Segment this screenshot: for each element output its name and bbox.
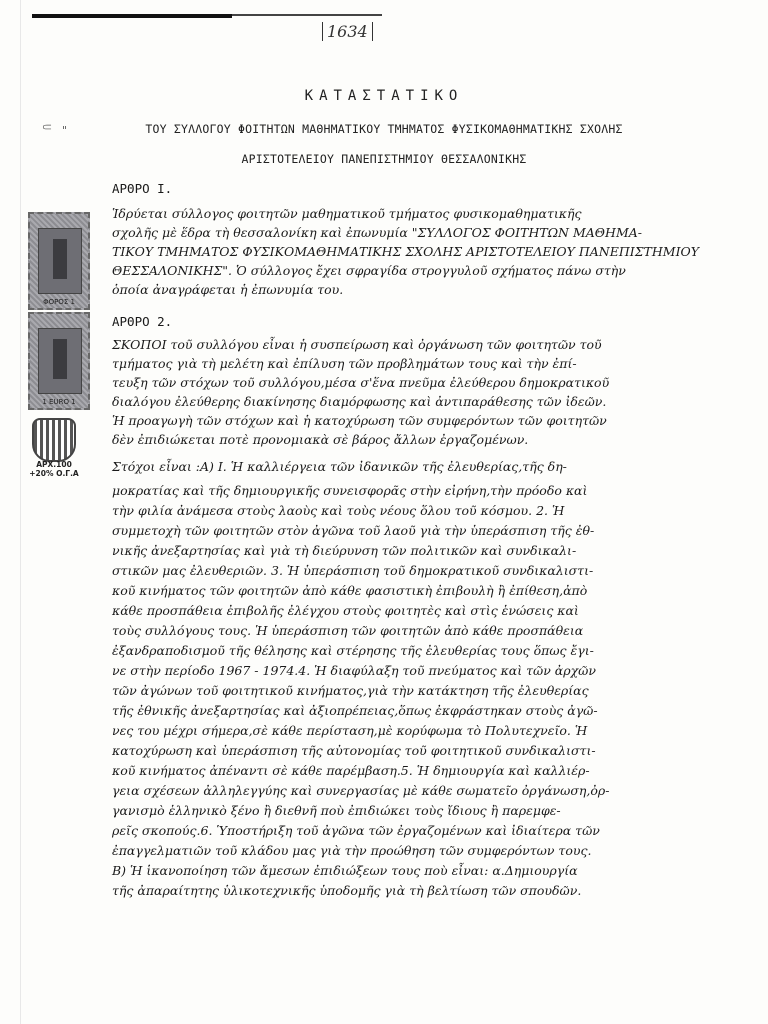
coat-label-line-2: +20% Ο.Γ.Α bbox=[29, 469, 79, 478]
document-line: ἐξανδραποδισμοῦ τῆς θέλησης καὶ στέρησης τῆς ἐλευθερίας τους ὅπως ἔγι- bbox=[112, 643, 594, 658]
stamp-emblem-icon bbox=[38, 228, 82, 294]
document-line: κατοχύρωση καὶ ὑπεράσπιση τῆς αὐτονομίας τοῦ φοιτητικοῦ συνδικαλιστι- bbox=[112, 743, 596, 758]
stamp-top-label: ΦΟΡΟΣ 1 bbox=[43, 298, 75, 306]
document-line: κοῦ κινήματος ἀπέναντι σὲ κάθε παρέμβαση.5. Ἡ δημιουργία καὶ καλλιέρ- bbox=[112, 763, 590, 778]
revenue-stamps bbox=[28, 212, 90, 412]
coat-label-line-1: ΑΡΧ.100 bbox=[36, 460, 72, 469]
stamp-emblem-icon bbox=[38, 328, 82, 394]
top-rule-mark bbox=[32, 14, 232, 18]
document-line: σχολῆς μὲ ἕδρα τὴ θεσσαλονίκη καὶ ἐπωνυμία "ΣΥΛΛΟΓΟΣ ΦΟΙΤΗΤΩΝ ΜΑΘΗΜΑ- bbox=[112, 225, 642, 240]
margin-scribble-mark: ⸦ bbox=[40, 120, 54, 136]
document-line: νικῆς ἀνεξαρτησίας καὶ γιὰ τὴ διεύρυνση τῶν πολιτικῶν καὶ συνδικαλι- bbox=[112, 543, 577, 558]
document-line: δὲν ἐπιδιώκεται ποτὲ προνομιακὰ σὲ βάρος ἄλλων ἐργαζομένων. bbox=[112, 432, 529, 447]
document-title: ΚΑΤΑΣΤΑΤΙΚΟ bbox=[304, 88, 464, 104]
document-line: γεια σχέσεων ἀλληλεγγύης καὶ συνεργασίας μὲ κάθε σωματεῖο ὀργάνωση,ὀρ- bbox=[112, 783, 610, 798]
stamp-bottom-label: 1 EURO 1 bbox=[42, 398, 76, 406]
document-line: κάθε προσπάθεια ἐπιβολῆς ἐλέγχου στοὺς φοιτητὲς καὶ στὶς ἑνώσεις καὶ bbox=[112, 603, 579, 618]
document-subtitle-2: ΑΡΙΣΤΟΤΕΛΕΙΟΥ ΠΑΝΕΠΙΣΤΗΜΙΟΥ ΘΕΣΣΑΛΟΝΙΚΗΣ bbox=[241, 152, 527, 166]
document-line: κοῦ κινήματος τῶν φοιτητῶν ἀπὸ κάθε φασιστικὴ ἐπιβουλὴ ἢ ἐπίθεση,ἀπὸ bbox=[112, 583, 588, 598]
document-line: ΑΡΘΡΟ Ι. bbox=[112, 181, 173, 196]
document-line: τῆς ἀπαραίτητης ὑλικοτεχνικῆς ὑποδομῆς γιὰ τὴ βελτίωση τῶν σπουδῶν. bbox=[112, 883, 582, 898]
document-line: ΣΚΟΠΟΙ τοῦ συλλόγου εἶναι ἡ συσπείρωση καὶ ὀργάνωση τῶν φοιτητῶν τοῦ bbox=[112, 337, 602, 352]
coat-of-arms-label bbox=[28, 460, 80, 478]
coat-of-arms-icon bbox=[32, 418, 76, 462]
document-line: ρεῖς σκοπούς.6. Ὑποστήριξη τοῦ ἀγῶνα τῶν ἐργαζομένων καὶ ἰδιαίτερα τῶν bbox=[112, 823, 600, 838]
document-line: Ἡ προαγωγὴ τῶν στόχων καὶ ἡ κατοχύρωση τῶν συμφερόντων τῶν φοιτητῶν bbox=[112, 413, 607, 428]
document-line: ΑΡΘΡΟ 2. bbox=[112, 314, 173, 329]
document-subtitle-1: ΤΟΥ ΣΥΛΛΟΓΟΥ ΦΟΙΤΗΤΩΝ ΜΑΘΗΜΑΤΙΚΟΥ ΤΜΗΜΑΤΟΣ ΦΥΣΙΚΟΜΑΘΗΜΑΤΙΚΗΣ ΣΧΟΛΗΣ bbox=[145, 122, 623, 136]
document-line: τῆς ἐθνικῆς ἀνεξαρτησίας καὶ ἀξιοπρέπειας,ὅπως ἐκφράστηκαν στοὺς ἀγῶ- bbox=[112, 703, 598, 718]
document-line: νες του μέχρι σήμερα,σὲ κάθε περίσταση,μὲ κορύφωμα τὸ Πολυτεχνεῖο. Ἡ bbox=[112, 723, 588, 738]
document-line: τοὺς συλλόγους τους. Ἡ ὑπεράσπιση τῶν φοιτητῶν ἀπὸ κάθε προσπάθεια bbox=[112, 623, 584, 638]
document-line: ἐπαγγελματιῶν τοῦ κλάδου μας γιὰ τὴν προώθηση τῶν συμφερόντων τους. bbox=[112, 843, 592, 858]
document-line: Β) Ἡ ἱκανοποίηση τῶν ἄμεσων ἐπιδιώξεων τους ποὺ εἶναι: α.Δημιουργία bbox=[112, 863, 578, 878]
document-line: Στόχοι εἶναι :Α) Ι. Ἡ καλλιέργεια τῶν ἰδανικῶν τῆς ἐλευθερίας,τῆς δη- bbox=[112, 459, 567, 474]
document-line: ΤΙΚΟΥ ΤΜΗΜΑΤΟΣ ΦΥΣΙΚΟΜΑΘΗΜΑΤΙΚΗΣ ΣΧΟΛΗΣ ΑΡΙΣΤΟΤΕΛΕΙΟΥ ΠΑΝΕΠΙΣΤΗΜΙΟΥ bbox=[112, 244, 700, 259]
revenue-stamp-bottom bbox=[28, 312, 90, 410]
margin-scribble-mark-2: " bbox=[62, 124, 68, 137]
revenue-stamp-top bbox=[28, 212, 90, 310]
document-line: τῶν ἀγώνων τοῦ φοιτητικοῦ κινήματος,γιὰ τὴν κατάκτηση τῆς ἐλευθερίας bbox=[112, 683, 589, 698]
document-line: ΘΕΣΣΑΛΟΝΙΚΗΣ". Ὁ σύλλογος ἔχει σφραγίδα στρογγυλοῦ σχήματος πάνω στὴν bbox=[112, 263, 626, 278]
document-line: γανισμὸ ἑλληνικὸ ξένο ἢ διεθνῆ ποὺ ἐπιδιώκει τοὺς ἴδιους ἢ παρεμφε- bbox=[112, 803, 561, 818]
document-line: μοκρατίας καὶ τῆς δημιουργικῆς συνεισφορᾶς στὴν εἰρήνη,τὴν πρόοδο καὶ bbox=[112, 483, 588, 498]
document-line: τμήματος γιὰ τὴ μελέτη καὶ ἐπίλυση τῶν προβλημάτων τους καὶ τὴν ἐπί- bbox=[112, 356, 577, 371]
document-line: στικῶν μας ἐλευθεριῶν. 3. Ἡ ὑπεράσπιση τοῦ δημοκρατικοῦ συνδικαλιστι- bbox=[112, 563, 594, 578]
top-rule-mark-thin bbox=[232, 14, 382, 16]
document-line: συμμετοχὴ τῶν φοιτητῶν στὸν ἀγῶνα τοῦ λαοῦ γιὰ τὴν ὑπεράσπιση τῆς ἐθ- bbox=[112, 523, 595, 538]
document-line: τὴν φιλία ἀνάμεσα στοὺς λαοὺς καὶ τοὺς νέους ὅλου τοῦ κόσμου. 2. Ἡ bbox=[112, 503, 565, 518]
document-line: ὁποία ἀναγράφεται ἡ ἐπωνυμία του. bbox=[112, 282, 344, 297]
handwritten-document-number: 1634 bbox=[322, 22, 373, 41]
document-line: Ἱδρύεται σύλλογος φοιτητῶν μαθηματικοῦ τμήματος φυσικομαθηματικῆς bbox=[112, 206, 582, 221]
document-line: νε στὴν περίοδο 1967 - 1974.4. Ἡ διαφύλαξη τοῦ πνεύματος καὶ τῶν ἀρχῶν bbox=[112, 663, 596, 678]
document-line: τευξη τῶν στόχων τοῦ συλλόγου,μέσα σ'ἕνα πνεῦμα ἐλεύθερου δημοκρατικοῦ bbox=[112, 375, 610, 390]
document-line: διαλόγου ἐλεύθερης διακίνησης διαμόρφωσης καὶ ἀντιπαράθεσης τῶν ἰδεῶν. bbox=[112, 394, 607, 409]
